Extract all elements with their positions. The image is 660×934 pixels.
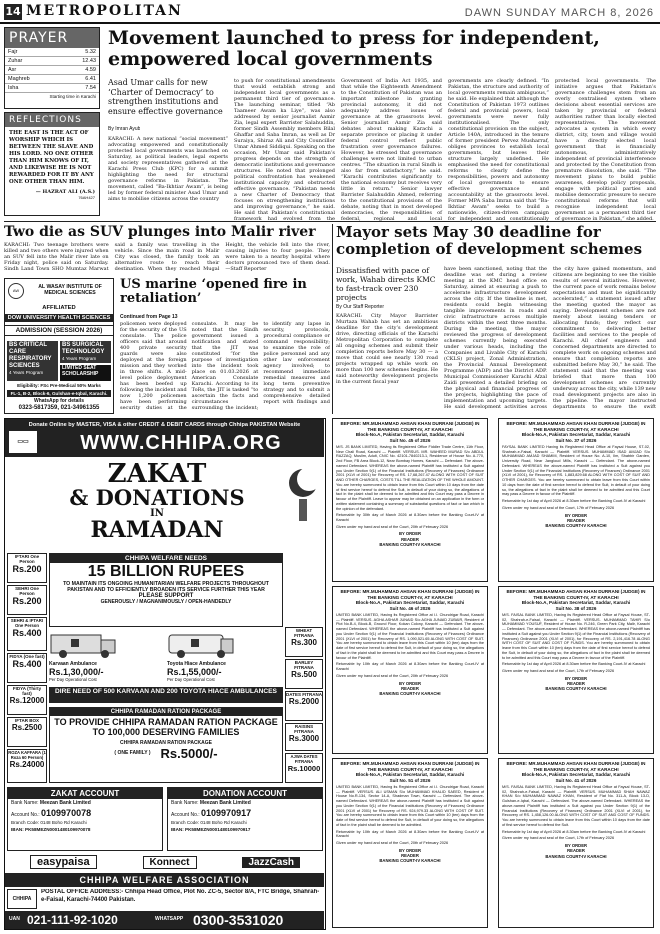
notice-suit-number: Suit No. 51 of 2026	[389, 777, 431, 783]
alwasay-name: AL WASAY INSTITUTE OF MEDICAL SCIENCES	[38, 284, 102, 297]
contact-bar	[5, 911, 324, 929]
price-label: ROZA KAFFARA (1 Roza 60 Person)	[8, 750, 46, 760]
ration-title: CHHIPA RAMADAN RATION PACKAGE	[50, 708, 282, 716]
seat-note: LIMITED SEAT SCHOLARSHIP	[60, 365, 111, 381]
whatsapp-label: WHATSAPP	[155, 916, 184, 922]
prayer-name: Maghreb	[5, 75, 60, 84]
notice-body: M/S. FAISAL BANK LIMITED, Having its Registered Head Office at Faysal House, ST-02, Shahrah-e-Faisal, Karachi — Plaintiff. VERSUS. MUHAMMAD TAHIR S/o MUHAMMAD YOUSUF, Resident of House No. R-246, Green Park City, Malir, Karachi — Defendant. The above-named Defendant. WHEREAS the above-named Plaintiff has instituted a Suit against you Under Section 9(1) of the Financial Institutions (Recovery of Finances) Ordinance 2001 (XLVI of 2001), for Recovery of RS. 2,191,416.78 ALONG WITH COST OF SUIT AND COST OF FUNDS. You are hereby summoned to obtain leave from this Court within 10 (ten) days from the date of first service hereof to defend the Suit, in default of your doing so, the allegations of fact in the plaint shall be deemed to be admitted and this Court may pass a Decree in favour of the Plaintiff.	[502, 613, 650, 660]
price-box	[285, 691, 323, 721]
chhipa-donation-ad[interactable]	[4, 418, 326, 930]
in-word: IN	[150, 508, 164, 520]
prayer-row	[5, 48, 99, 57]
notice-given: Given under my hand and seal of the Court, 20th of February 2026	[336, 673, 449, 678]
court-notice	[332, 758, 488, 928]
price-amount: Rs.12000	[9, 696, 45, 705]
notice-suit-number: Suit No. 38 of 2026	[555, 605, 597, 611]
notice-suit-number: Suit No. 45 of 2026	[389, 437, 431, 443]
price-amount: Rs.400	[12, 628, 42, 638]
ambulance-icon	[167, 629, 237, 659]
lead-paragraph: KARACHI: A new national “social movement” advocating empowered and constitutionally protected local governments was launched on Saturday, as political leaders, legal experts and society representatives gathered at the Karachi Press Club (KPC) for a summit highlighting the need for structural governance reforms in Pakistan. The movement, called “Ba-Ikhtiar Awam”, is being led by former federal minister Asad Umar and aims to mobilise citizens across the country	[108, 136, 228, 202]
chhipa-website[interactable]: WWW.CHHIPA.ORG	[80, 432, 282, 454]
prayer-row	[5, 57, 99, 66]
marine-headline[interactable]: US marine ‘opened fire in retaliation’	[120, 278, 307, 307]
course-title: BS SURGICAL TECHNOLOGY	[62, 342, 105, 355]
right-price-column	[285, 627, 323, 783]
alwasay-admission-ad[interactable]	[4, 278, 114, 414]
account-number: 0109970917	[201, 808, 252, 818]
prayer-row	[5, 66, 99, 75]
notice-returnable: Returnable by 1st day of April 2026 at 8.30am before the Banking Court-IV at Karachi	[502, 829, 646, 834]
account-label: Account No.:	[11, 812, 40, 818]
alwasay-eligibility: Eligibility: FSc Pre-Medical 50% Marks	[17, 383, 101, 388]
prayer-row	[5, 84, 99, 93]
alwasay-courses	[7, 341, 111, 381]
mayor-byline: By Our Staff Reporter	[336, 304, 384, 310]
suv-paragraph: KARACHI: Two teenage brothers were killed and two others were injured when an SUV fell into the Malir river late on Friday night, police said on Saturday. Sindh Land Town SHO Mumtaz Marwat said a family was travelling in the vehicle. Since the main road in Malir City was closed, the family took an alternative route to reach their destination. When they reached Mugal Height, the vehicle fell into the river, causing injuries to four people. They were taken to a nearby hospital where doctors pronounced two of them dead. —Staff Reporter	[4, 242, 330, 272]
alwasay-phones[interactable]: 0323-5817359, 021-34961355	[18, 405, 100, 411]
reflections-source: — HAZRAT ALI (A.S.)	[35, 189, 95, 196]
needs-amount: 15 BILLION RUPEES	[87, 563, 245, 580]
price-box	[285, 627, 323, 657]
cards-line: Donate Online by MASTER, VISA & other CREDIT & DEBIT CARDS through Chhipa PAKISTAN Website	[28, 422, 301, 428]
alwasay-university: DOW UNIVERSITY HEALTH SCIENCES	[5, 314, 113, 322]
notice-body: FAYSAL BANK LIMITED Having its Registered Head Office at Faysal House, ST-02, Shahrah-e-Faisal, Karachi — Plaintiff. VERSUS. MUHAMMAD ISAD AMJAD S/o MUHAMMAD AMJAD SHAMIM, Resident of House No. A-10, Ilm, Shabbir Garden, University Road, Near Jangloud Mills, Karachi — Defendant. The above-named Defendant. WHEREAS the above-named Plaintiff has instituted a Suit against you Under Section 9(1) of the Financial Institutions (Recovery of Finances) Ordinance 2001 (XLVI of 2001), for Recovery of RS. 1,883,829.68 ALONG WITH COST OF SUIT AND OTHER CHARGES. You are hereby summoned to obtain leave from this Court within 10 days from the date of first service hereof to defend the Suit, in default of your doing so, the allegations of fact in the plaint shall be deemed to be admitted and this Court may pass a Decree in favour of the Plaintiff.	[502, 445, 650, 497]
chhipa-logo: CHHIPA	[7, 889, 37, 909]
price-box	[7, 585, 47, 615]
ration-family: ( ONE FAMILY )	[114, 750, 151, 757]
ration-line: TO PROVIDE CHHIPA RAMADAN RATION PACKAGE TO 100,000 DESERVING FAMILIES	[54, 717, 278, 737]
price-amount: Rs.2000	[288, 697, 320, 706]
prayer-title: PRAYER	[5, 28, 99, 48]
alwasay-affiliated: AFFILIATED	[42, 305, 76, 311]
divider	[4, 221, 656, 222]
konnect-logo[interactable]: Konnect	[143, 856, 197, 869]
price-box	[7, 617, 47, 651]
notice-given: Given under my hand and seal of the Court, 20th of February 2026	[336, 841, 449, 846]
court-notice	[332, 586, 488, 754]
court-notice	[498, 758, 654, 928]
uan-label: UAN	[9, 916, 20, 922]
course-years: 4 Years Program	[9, 369, 44, 375]
price-label: BARLEY FITRANA	[294, 660, 314, 670]
price-amount: Rs.200	[12, 596, 42, 606]
notice-address: Block-No.A, Pakistan Secretariat, Saddar, Karachi	[521, 432, 631, 437]
mayor-headline[interactable]: Mayor sets May 30 deadline for completion of development schemes	[336, 224, 643, 258]
price-amount: Rs.200	[12, 564, 42, 574]
notice-body: M/S. FAISAL BANK LIMITED, Having its Registered Head Office at Faysal House, ST-02, Shahrah-e-Faisal, Karachi — Plaintiff. VERSUS. MUHAMMAD SHAH NAWAZ KHAN S/o MUHAMMAD NAWAZ KHAN, Resident of Flat No. 311-A, Block 13-D, Gulshan-e-Iqbal, Karachi — Defendant. The above-named Defendant. WHEREAS the above-named Plaintiff has instituted a Suit against you Under Section 9(1) of the Financial Institutions (Recovery of Finances) Ordinance 2001 (XLVI of 2001), for Recovery of RS. 1,458,126.00 ALONG WITH COST OF SUIT AND COST OF FUNDS. You are hereby summoned to obtain leave from this Court within 10 days from the date of first service hereof to defend the Suit.	[502, 785, 650, 827]
crescent-icon	[285, 463, 321, 523]
zakat-word: ZAKAT	[107, 461, 207, 489]
notice-court: BEFORE: MR.MUHAMMAD AHSAN KHAN DURRANI (JUDGE) IN THE BANKING COURT-IV, AT KARACHI	[506, 589, 646, 600]
notice-footer: BY ORDER READER BANKING COURT-IV KARACHI	[379, 680, 441, 697]
toyota-ambulance	[167, 629, 283, 685]
notice-footer: BY ORDER READER BANKING COURT-IV KARACHI	[545, 512, 607, 529]
card-icon: ▭▭	[9, 431, 37, 453]
prayer-name: Isha	[5, 84, 60, 93]
notice-body: UNITED BANK LIMITED, Having its Registered Office at I.I. Chundrigar Road, Karachi — Plaintiff. VERSUS. AGHA ASHAR JUNAID S/o AGHA JUNAID ZUBAIR, Resident of Plot No.B-4, Block-B, Ground Floor, Kokan Colony, Karachi — Defendant. The above-named Defendant. WHEREAS the above-named Plaintiff has instituted a Suit against you Under Section 9(1) of the Financial Institutions (Recovery of Finances) Ordinance 2001 (XLVI of 2001) for Recovery of RS. 1,090,521.65 ALONG WITH COST OF SUIT. You are hereby summoned to obtain leave from this Court within 10 (ten) days from the date of first service hereof to defend the Suit, in default of your doing so, the allegations of fact in the plaint shall be deemed to be admitted and this Court may pass a Decree in favour of the Plaintiff.	[336, 613, 484, 660]
uan-number[interactable]: 021-111-92-1020	[27, 913, 118, 927]
price-label: SEHRI One Person	[15, 586, 39, 596]
price-label: RAISINS FITRANA	[294, 724, 314, 734]
price-amount: Rs.300	[291, 638, 317, 647]
court-notices	[332, 418, 658, 930]
zakat-heading	[33, 461, 281, 551]
price-box	[285, 753, 323, 783]
alwasay-whatsapp-label: WhatsApp for details	[33, 398, 84, 404]
notice-footer: BY ORDER READER BANKING COURT-IV KARACHI	[379, 847, 441, 864]
reflections-quote: THE EAST IS THE ACT OF WORSHIP WHICH IS BETWEEN THE SLAVE AND HIS LORD. NO ONE OTHER THAN HIM KNOWS OF IT, AND LIKEWISE HE IS NOT REWARDED FOR IT BY ANY ONE OTHER THAN HIM.	[9, 130, 94, 186]
price-label: DATES FITRANA	[286, 692, 322, 697]
price-label: FIDYA (Thirty fast)	[12, 686, 42, 696]
prayer-name: Fajr	[5, 48, 60, 57]
needs-banner	[49, 553, 283, 627]
notice-court: BEFORE: MR.MUHAMMAD AHSAN KHAN DURRANI (JUDGE) IN THE BANKING COURT-IV, AT KARACHI	[506, 421, 646, 432]
karvan-price: Rs.1,30,000/-	[49, 667, 104, 677]
prayer-time: 7.54	[60, 84, 99, 93]
notice-suit-number: Suit No. 46 of 2026	[389, 605, 431, 611]
ration-price: Rs.5000/-	[160, 745, 218, 761]
toyota-note: Per Day Operational Cost	[167, 677, 215, 682]
prayer-time: 12.43	[60, 57, 99, 66]
generous-line: GENEROUSLY / MAGNANIMOUSLY / OPEN-HANDEDLY	[100, 599, 232, 606]
price-box	[7, 717, 47, 747]
karvan-label: Karvaan Ambulance	[49, 661, 97, 667]
notice-returnable: Returnable by 1st day of April 2026 at 8.30am before the Banking Court-IV at Karachi	[502, 499, 646, 504]
price-amount: Rs.3000	[288, 734, 320, 743]
payment-methods	[7, 853, 323, 871]
notice-address: Block-No.A, Pakistan Secretariat, Saddar, Karachi	[355, 772, 465, 777]
price-label: SEHRI & IFTARI One Person	[10, 618, 44, 628]
donation-account[interactable]	[167, 787, 323, 851]
price-label: IFTARI One Person	[14, 554, 40, 564]
notice-suit-number: Suit No. 37 of 2026	[555, 437, 597, 443]
price-amount: Rs.24000	[9, 760, 45, 769]
prayer-table	[5, 48, 99, 93]
prayer-note: Starting time in Karachi	[49, 94, 96, 99]
lead-headline[interactable]: Movement launched to press for independent, empowered local governments	[108, 28, 600, 71]
notice-given: Given under my hand and seal of the Court, 17th of February 2026	[502, 669, 615, 674]
needs-line: CHHIPA WELFARE NEEDS	[50, 554, 282, 563]
mayor-deck: Dissatisfied with pace of work, Wahab directs KMC to fast-track over 230 projects	[336, 266, 436, 302]
prayer-times-box	[4, 27, 100, 109]
ration-section	[49, 707, 283, 783]
price-amount: Rs.2500	[11, 723, 43, 732]
notice-court: BEFORE: MR.MUHAMMAD AHSAN KHAN DURRANI (JUDGE) IN THE BANKING COURT-IV, AT KARACHI	[506, 761, 646, 772]
price-amount: Rs.10000	[287, 764, 321, 773]
notice-address: Block-No.A, Pakistan Secretariat, Saddar, Karachi	[355, 432, 465, 437]
suv-headline[interactable]: Two die as SUV plunges into Malir river	[4, 224, 316, 240]
account-label: Account No.:	[171, 812, 200, 818]
karvan-note: Per Day Operational Cost	[49, 677, 97, 682]
ration-package: CHHIPA RAMADAN RATION PACKAGE	[119, 739, 213, 746]
marine-continued: Continued from Page 13	[120, 314, 178, 320]
left-price-column	[7, 553, 47, 783]
notice-suit-number: Suit No. 41 of 2026	[555, 777, 597, 783]
alwasay-admission: ADMISSION (SESSION 2026)	[5, 325, 113, 336]
toyota-price: Rs.1,55,000/-	[167, 667, 222, 677]
notice-body: M/S. JS BANK LIMITED, Having its Registered Office Fiddler Trade Centre, 11th Floor, New Chali Road, Karachi — Plaintiff. VERSUS. MR. WAHEED MURAD S/o ABDUL RAZZAQ, Muslim, Adult, CNIC No. 42101-7840213-1, Residence of House No. A-770, 2nd Floor, FB Area Block-12, Near Bombay Homes, Karachi — Defendant. The above-named Defendant. WHEREAS the above-named Plaintiff has instituted a Suit against you Under Section 9(1) of the Financial Institutions (Recovery of Finances) Ordinance 2001 (XLVI of 2001) for Recovery of RS. 17,68,267.47 ALONG WITH COST OF SUIT AND OTHER CHARGES, COSTS TILL THE REALIZATION OF THE WHOLE AMOUNT. You are hereby summoned to obtain leave from this Court within 10 days from the date of first service hereof to defend the Suit, in default of your doing so, the allegations of fact in the plaint shall be deemed to be admitted and this Court may pass a Decree in favour of the Plaintiff. Leave to appear may be obtained on an application in the form or written statement containing a summary of substantial questions of fact or law which in the opinion of the defendant.	[336, 445, 484, 511]
notice-address: Block-No.A, Pakistan Secretariat, Saddar, Karachi	[355, 600, 465, 605]
notice-returnable: Returnable by 30th day of March 2026 at 8.30am before the Banking Court-IV at Karachi	[336, 513, 484, 523]
bank-name-label: Bank Name:	[11, 800, 39, 806]
ration-price-row	[50, 746, 282, 761]
prayer-time: 6.41	[60, 75, 99, 84]
ambulance-section	[49, 629, 283, 685]
notice-court: BEFORE: MR.MUHAMMAD AHSAN KHAN DURRANI (JUDGE) IN THE BANKING COURT-IV, AT KARACHI	[340, 589, 480, 600]
price-box	[7, 749, 47, 783]
bank-name: Meezan Bank Limited	[199, 800, 251, 806]
easypaisa-logo[interactable]: easypaisa	[30, 855, 97, 869]
karvan-ambulance	[49, 629, 164, 685]
notice-returnable: Returnable by 10th day of March 2026 at 8.30am before the Banking Court-IV at Karachi	[336, 829, 484, 839]
notice-given: Given under my hand and seal of the Court, 20th of February 2026	[336, 524, 449, 529]
alwasay-address: FL-1, B-2, Block-6, Gulshan-e-Iqbal, Karachi.	[7, 390, 111, 397]
mayor-paragraph: have been sanctioned, noting that the deadline was set during a review meeting at the KMC head office on Saturday, aimed at ensuring a push to accelerate infrastructure development across the city. If the timeline is met, residents could begin witnessing tangible improvements in roads and civic infrastructure across multiple districts within the next three months. During the meeting, the mayor reviewed the progress of development schemes currently being executed under various heads, including the Companies and Livable City of Karachi (CKLS) project, Zonal Administration, the Provincial Annual Development Programme (ADP) and the District ADP. Municipal Commissioner Karachi Afzal Zaidi presented a detailed briefing on the physical and financial progress of the projects, highlighting the pace of implementation and upcoming targets. He said development activities across the city have gained momentum, and citizens are beginning to see the visible results of several initiatives. However, the current pace of work remains below expectations and must be significantly accelerated,” a statement issued after the meeting quoted the mayor as saying. Development schemes are not merely about issuing tenders or allocating funds; they reflect our commitment to delivering better facilities and services to the people of Karachi. All chief engineers and concerned departments are directed to complete work on ongoing schemes and ensure that completion reports are submitted before May 30,” he said. The statement said that the meeting was briefed that more than 100 development schemes are currently underway across the city, while 139 new road development projects are also in the pipeline. The mayor instructed departments to ensure the swift	[444, 266, 656, 410]
prayer-row	[5, 75, 99, 84]
notice-address: Block-No.A, Pakistan Secretariat, Saddar, Karachi	[521, 772, 631, 777]
reflections-box	[4, 112, 100, 216]
price-box	[7, 653, 47, 683]
prayer-time: 5.32	[60, 48, 99, 57]
zakat-account[interactable]	[7, 787, 163, 851]
notice-given: Given under my hand and seal of the Court, 17th of February 2026	[502, 505, 615, 510]
fleet-need: DIRE NEED OF 500 KARVAAN AND 200 TOYOTA HIACE AMBULANCES	[49, 687, 283, 703]
price-label: IFTAR BOX	[15, 718, 39, 723]
donation-account-title: DONATION ACCOUNT	[168, 788, 322, 799]
dateline: DAWN SUNDAY MARCH 8, 2026	[464, 7, 654, 19]
toyota-label: Toyota Hiace Ambulance	[167, 661, 226, 667]
bank-name: Meezan Bank Limited	[39, 800, 91, 806]
donations-word: & DONATIONS	[69, 485, 245, 510]
price-amount: Rs.400	[12, 659, 42, 669]
lead-body-columns	[234, 78, 656, 226]
account-number: 0109970078	[41, 808, 92, 818]
please-support: PLEASE SUPPORT	[138, 593, 194, 600]
price-box	[7, 553, 47, 583]
alwasay-logo: AW	[8, 283, 24, 299]
lead-byline: By Imran Ayub	[108, 126, 141, 132]
iban: IBAN: PK58MEZN0001480109970917	[171, 827, 251, 832]
page-number: 14	[5, 5, 21, 18]
mobile-number[interactable]: 0300-3531020	[193, 912, 284, 928]
course-surgical-tech	[60, 341, 111, 363]
price-box	[285, 659, 323, 689]
postal-address: POSTAL OFFICE ADDRESS:- Chhipa Head Office, Plot No. ZC-5, Sector 8/A, FTC Bridge, Shahrah-e-Faisal, Karachi-74400 Pakistan.	[41, 889, 320, 903]
zakat-account-title: ZAKAT ACCOUNT	[8, 788, 162, 799]
reflections-title: REFLECTIONS	[5, 113, 99, 127]
jazzcash-logo[interactable]: JazzCash	[242, 857, 300, 868]
branch-code: Branch Code: 0148 Boho Rd Karachi	[11, 820, 87, 825]
notice-body: UNITED BANK LIMITED, Having its Registered Office at I.I. Chundrigar Road, Karachi — Plaintiff. VERSUS. ALI USMAN S/o MUHAMMAD KHALID SAEED, Resident of House No.R-134, Sector 14-A, Shadman Town, Karachi — Defendant. The above-named Defendant. WHEREAS the above-named Plaintiff has instituted a Suit against you Under Section 9(1) of the Financial Institutions (Recovery of Finances) Ordinance 2001 (XLVI of 2001) for Recovery of RS. 924,979.33 ALONG WITH COST OF SUIT. You are hereby summoned to obtain leave from this Court within 10 (ten) days from the date of first service hereof to defend the Suit, in default of your doing so, the allegations of fact in the plaint shall be deemed to be admitted.	[336, 785, 484, 827]
ambulance-icon	[49, 629, 119, 659]
notice-footer: BY ORDER READER BANKING COURT-IV KARACHI	[379, 531, 441, 547]
mayor-body-columns	[444, 266, 656, 411]
notice-footer: BY ORDER READER BANKING COURT-IV KARACHI	[545, 843, 607, 859]
price-box	[285, 723, 323, 751]
price-label: WHEAT FITRANA	[294, 628, 314, 638]
ramadan-word: RAMADAN	[90, 517, 224, 544]
lead-paragraph: to push for constitutional amendments that would establish strong and independent local governments as a permanent third tier of governance. The launching seminar, titled “Ab Taameer Awam ka Liye”, was also addressed by senior journalist Aamir Zia, legal expert Barrister Salahuddin, former Sindh Assembly members Bilal Ghaffar and Saba Imran, as well as Dr Suraiya, Shiraz Ali and City Councillor Umar Ahmed Siddiqui. Speaking on the occasion, Mr Umar said Pakistan’s progress depends on the strength of democratic institutions and governance structures. He noted that prolonged political confrontation has weakened institutional capacity and obstructed effective governance. “Pakistan needs a new Charter of Democracy that focuses on strengthening institutions and improving governance,” he said. He said that Pakistan’s constitutional framework had evolved from the Government of India Act 1935, and that while the Eighteenth Amendment to the Constitution of Pakistan was an important milestone in granting provincial autonomy, it did not adequately address issues of governance at the grassroots level. Senior journalist Aamir Zia said debates about making Karachi a separate province or placing it under federal control reflect public frustration over governance failures. However, he stressed that governance challenges were not limited to urban centres. “The situation in rural Sindh is also far from satisfactory,” he said. “Karachi contributes significantly to the national economy but receives very little in return.” Senior lawyer Barrister Salahuddin Ahmed, referring to the constitutional provisions of the debate, noting that in most developed democracies, the responsibilities of federal, regional and local governments are clearly defined. “In Pakistan, the structure and authority of local governments remain ambiguous,” he said. He explained that although the Constitution of Pakistan 1973 outlines federal and provincial powers, local governments were never fully institutionalised. The only constitutional provision on the subject, Article 140A, introduced in the tenure of former president Pervez Musharraf, obliges provinces to establish local governments, but leaves their structure largely undefined. He emphasised the need for constitutional reforms to clearly define the responsibilities, powers and autonomy of local governments to ensure effective governance and accountability at the grassroots level. Former MPA Saba Imran said that “Ba-Ikhtiar Awam” seeks to build a nationwide, citizen-driven campaign for independent and constitutionally protected local governments. The initiative argues that Pakistan’s governance challenges stem from an overly centralised system where decisions about essential services are taken by provincial or federal authorities rather than locally elected representatives. The movement advocates a system in which every district, city, town and village would have a directly elected local government that is financially autonomous, administratively independent of provincial interference and protected by the Constitution from premature dissolution, she said. “The movement plans to build public awareness, develop policy proposals, engage with political parties and mobilise democratic pressure to secure constitutional reforms that will recognise independent local government as a permanent third tier of governance in Pakistan,” she added.	[234, 78, 656, 222]
notice-returnable: Returnable by 10th day of March 2026 at 8.30am before the Banking Court-IV at Karachi	[336, 662, 484, 672]
prayer-name: Asr	[5, 66, 60, 75]
suv-body	[4, 242, 330, 272]
notice-given: Given under my hand and seal of the Court, 17th of February 2026	[502, 836, 615, 841]
needs-mission: TO MAINTAIN ITS ONGOING HUMANITARIAN WELFARE PROJECTS THROUGHOUT PAKISTAN AND TO EFFICIENTLY BROADEN ITS SERVICE FURTHER THIS YEAR	[63, 580, 269, 593]
marine-paragraph: policemen were deployed for the security of the US consulate. The police officers said that around 400 private security guards were also deployed at the foreign mission and they worked in three shifts. A mid-level police deployment has been beefed up following the incident and now 1,200 policemen have been performing security duties at the consulate. It may be noted that the Sindh government issued a notification and stated that the JIT was constituted “for the purpose of investigation into the incident took place on 01.03.2026 at American Consulate Karachi. According to its ToRs, the JIT is tasked “to ascertain the facts and circumstances surrounding the incident; to identify any lapse in security, protocols, procedural compliance or command responsibility; to examine the role of police personnel and any other law enforcement agency involved; to recommend immediate remedial measures and long term preventive strategy and to submit a comprehensive detailed report with findings and	[120, 321, 330, 411]
iban: IBAN: PK58MEZN0001480109970078	[11, 827, 91, 832]
lead-body-first	[108, 136, 228, 226]
prayer-name: Zuhar	[5, 57, 60, 66]
court-notice	[332, 418, 488, 582]
course-critical-care	[7, 341, 58, 381]
section-title: METROPOLITAN	[26, 3, 183, 19]
branch-code: Branch Code: 0148 Boho Rd Karachi	[171, 820, 247, 825]
reflections-id: 76AH427	[78, 195, 95, 201]
course-title: BS CRITICAL CARE RESPIRATORY SCIENCES	[9, 342, 52, 369]
course-years: 4 Years Program	[62, 355, 97, 361]
court-notice	[498, 418, 654, 582]
mayor-body-first	[336, 313, 438, 411]
column-divider	[332, 224, 333, 414]
notice-footer: BY ORDER READER BANKING COURT-IV KARACHI	[545, 675, 607, 692]
notice-court: BEFORE: MR.MUHAMMAD AHSAN KHAN DURRANI (JUDGE) IN THE BANKING COURT-IV, AT KARACHI	[340, 421, 480, 432]
court-notice	[498, 586, 654, 754]
bank-name-label: Bank Name:	[171, 800, 199, 806]
price-amount: Rs.500	[291, 670, 317, 679]
page-masthead	[0, 0, 660, 24]
chhipa-online-banner	[5, 419, 324, 457]
price-label: FIDYA (One fast)	[9, 654, 45, 659]
notice-address: Block-No.A, Pakistan Secretariat, Saddar, Karachi	[521, 600, 631, 605]
notice-court: BEFORE: MR.MUHAMMAD AHSAN KHAN DURRANI (JUDGE) IN THE BANKING COURT-IV, AT KARACHI	[340, 761, 480, 772]
price-label: AJWA DATES FITRANA	[290, 754, 318, 764]
notice-returnable: Returnable by 1st day of April 2026 at 8.30am before the Banking Court-IV at Karachi	[502, 662, 646, 667]
prayer-time: 4.59	[60, 66, 99, 75]
marine-body	[120, 321, 330, 413]
association-name: CHHIPA WELFARE ASSOCIATION	[5, 873, 324, 887]
price-box	[7, 685, 47, 715]
lead-deck: Asad Umar calls for new ‘Charter of Democracy’ to strengthen institutions and ensure effective governance	[108, 78, 223, 116]
mayor-paragraph: KARACHI: City Mayor Barrister Murtaza Wahab has set an ambitious deadline for the city’s development drive, directing officials of the Karachi Metropolitan Corporation to complete all ongoing schemes and submit their completion reports before May 30 — a move that could see nearly 130 road projects wrapped up while work on more than 100 new schemes begins. He said noteworthy development projects in the current fiscal year	[336, 313, 438, 385]
